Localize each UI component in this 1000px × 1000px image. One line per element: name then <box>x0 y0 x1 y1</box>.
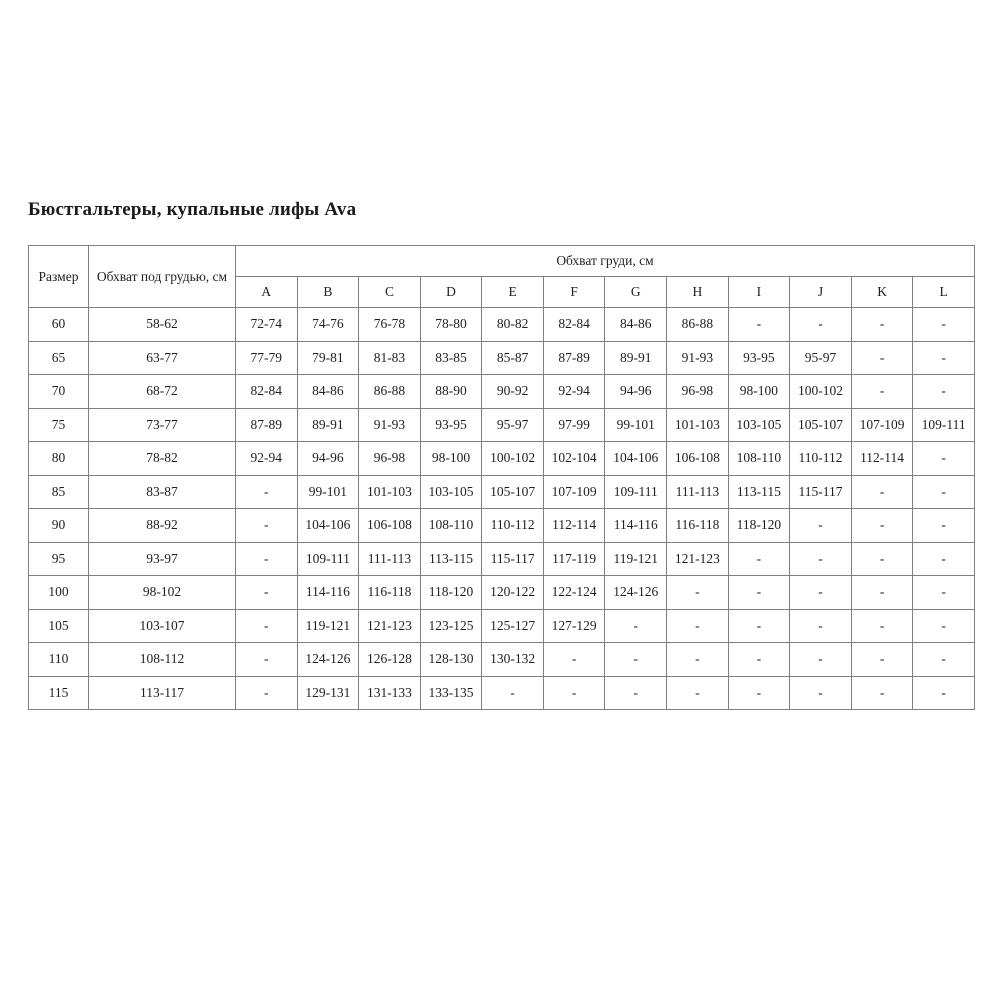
underbust-cell: 98-102 <box>89 576 236 610</box>
bust-range-cell: - <box>790 643 852 677</box>
page-title: Бюстгальтеры, купальные лифы Ava <box>28 199 357 220</box>
bust-range-cell: 126-128 <box>359 643 421 677</box>
bust-range-cell: - <box>851 308 913 342</box>
bust-range-cell: - <box>913 676 975 710</box>
size-cell: 105 <box>29 609 89 643</box>
bust-range-cell: 130-132 <box>482 643 544 677</box>
bust-range-cell: - <box>728 542 790 576</box>
column-header-cup-K: K <box>851 277 913 308</box>
bust-range-cell: - <box>851 576 913 610</box>
bust-range-cell: - <box>790 676 852 710</box>
bust-range-cell: - <box>236 643 298 677</box>
bust-range-cell: 121-123 <box>359 609 421 643</box>
size-cell: 115 <box>29 676 89 710</box>
bust-range-cell: 123-125 <box>420 609 482 643</box>
bust-range-cell: 101-103 <box>667 408 729 442</box>
bust-range-cell: 122-124 <box>543 576 605 610</box>
bust-range-cell: - <box>913 475 975 509</box>
bust-range-cell: 103-105 <box>420 475 482 509</box>
bust-range-cell: 89-91 <box>605 341 667 375</box>
underbust-cell: 103-107 <box>89 609 236 643</box>
bust-range-cell: 79-81 <box>297 341 359 375</box>
bust-range-cell: 84-86 <box>605 308 667 342</box>
bust-range-cell: - <box>913 341 975 375</box>
table-row-size-105 <box>29 609 975 643</box>
bust-range-cell: 77-79 <box>236 341 298 375</box>
bust-range-cell: 101-103 <box>359 475 421 509</box>
bust-range-cell: 110-112 <box>790 442 852 476</box>
bust-range-cell: 83-85 <box>420 341 482 375</box>
table-row-size-60 <box>29 308 975 342</box>
bust-range-cell: 89-91 <box>297 408 359 442</box>
bust-range-cell: 97-99 <box>543 408 605 442</box>
bust-range-cell: - <box>913 442 975 476</box>
bust-range-cell: 87-89 <box>543 341 605 375</box>
table-row-size-75 <box>29 408 975 442</box>
bust-range-cell: - <box>913 576 975 610</box>
underbust-cell: 58-62 <box>89 308 236 342</box>
bust-range-cell: - <box>605 676 667 710</box>
bust-range-cell: 99-101 <box>605 408 667 442</box>
table-row-size-95 <box>29 542 975 576</box>
bust-range-cell: 76-78 <box>359 308 421 342</box>
bust-range-cell: - <box>236 475 298 509</box>
bust-range-cell: 104-106 <box>605 442 667 476</box>
bust-range-cell: 105-107 <box>482 475 544 509</box>
size-cell: 60 <box>29 308 89 342</box>
underbust-cell: 73-77 <box>89 408 236 442</box>
bust-range-cell: - <box>913 542 975 576</box>
size-cell: 65 <box>29 341 89 375</box>
bust-range-cell: 92-94 <box>236 442 298 476</box>
bust-range-cell: 114-116 <box>605 509 667 543</box>
bust-range-cell: 86-88 <box>667 308 729 342</box>
bust-range-cell: - <box>851 676 913 710</box>
bust-range-cell: 115-117 <box>482 542 544 576</box>
bust-range-cell: - <box>851 542 913 576</box>
bust-range-cell: 125-127 <box>482 609 544 643</box>
bust-range-cell: 88-90 <box>420 375 482 409</box>
column-header-cup-I: I <box>728 277 790 308</box>
bust-range-cell: - <box>851 609 913 643</box>
bust-range-cell: 104-106 <box>297 509 359 543</box>
bust-range-cell: 109-111 <box>913 408 975 442</box>
bust-range-cell: - <box>236 676 298 710</box>
bust-range-cell: 114-116 <box>297 576 359 610</box>
underbust-cell: 78-82 <box>89 442 236 476</box>
bust-range-cell: - <box>851 341 913 375</box>
size-cell: 70 <box>29 375 89 409</box>
size-table <box>28 245 975 710</box>
size-table-body <box>29 308 975 710</box>
bust-range-cell: - <box>851 643 913 677</box>
column-header-cup-J: J <box>790 277 852 308</box>
bust-range-cell: 116-118 <box>667 509 729 543</box>
size-cell: 85 <box>29 475 89 509</box>
bust-range-cell: 106-108 <box>667 442 729 476</box>
column-header-underbust: Обхват под грудью, см <box>89 246 236 308</box>
bust-range-cell: 100-102 <box>790 375 852 409</box>
size-cell: 80 <box>29 442 89 476</box>
bust-range-cell: 87-89 <box>236 408 298 442</box>
bust-range-cell: - <box>728 576 790 610</box>
bust-range-cell: - <box>728 643 790 677</box>
table-row-size-65 <box>29 341 975 375</box>
bust-range-cell: 85-87 <box>482 341 544 375</box>
bust-range-cell: 109-111 <box>605 475 667 509</box>
bust-range-cell: 95-97 <box>790 341 852 375</box>
bust-range-cell: 127-129 <box>543 609 605 643</box>
bust-range-cell: 74-76 <box>297 308 359 342</box>
bust-range-cell: - <box>236 509 298 543</box>
bust-range-cell: - <box>728 609 790 643</box>
bust-range-cell: 120-122 <box>482 576 544 610</box>
bust-range-cell: 96-98 <box>667 375 729 409</box>
bust-range-cell: 119-121 <box>605 542 667 576</box>
bust-range-cell: 98-100 <box>728 375 790 409</box>
bust-range-cell: 118-120 <box>420 576 482 610</box>
column-header-cup-D: D <box>420 277 482 308</box>
bust-range-cell: - <box>913 375 975 409</box>
bust-range-cell: 121-123 <box>667 542 729 576</box>
bust-range-cell: 129-131 <box>297 676 359 710</box>
bust-range-cell: 82-84 <box>236 375 298 409</box>
bust-range-cell: 90-92 <box>482 375 544 409</box>
bust-range-cell: 108-110 <box>420 509 482 543</box>
bust-range-cell: 115-117 <box>790 475 852 509</box>
bust-range-cell: 117-119 <box>543 542 605 576</box>
table-row-size-85 <box>29 475 975 509</box>
column-header-cup-A: A <box>236 277 298 308</box>
bust-range-cell: - <box>482 676 544 710</box>
bust-range-cell: - <box>236 576 298 610</box>
table-row-size-110 <box>29 643 975 677</box>
bust-range-cell: 111-113 <box>667 475 729 509</box>
bust-range-cell: 113-115 <box>728 475 790 509</box>
bust-range-cell: - <box>913 643 975 677</box>
bust-range-cell: - <box>851 375 913 409</box>
bust-range-cell: 98-100 <box>420 442 482 476</box>
bust-range-cell: 103-105 <box>728 408 790 442</box>
bust-range-cell: 107-109 <box>851 408 913 442</box>
bust-range-cell: - <box>605 609 667 643</box>
bust-range-cell: 99-101 <box>297 475 359 509</box>
underbust-cell: 83-87 <box>89 475 236 509</box>
bust-range-cell: - <box>790 609 852 643</box>
underbust-cell: 113-117 <box>89 676 236 710</box>
size-cell: 75 <box>29 408 89 442</box>
bust-range-cell: - <box>236 609 298 643</box>
size-cell: 110 <box>29 643 89 677</box>
table-row-size-80 <box>29 442 975 476</box>
underbust-cell: 68-72 <box>89 375 236 409</box>
size-table-header <box>29 246 975 308</box>
bust-range-cell: 112-114 <box>543 509 605 543</box>
bust-range-cell: 108-110 <box>728 442 790 476</box>
bust-range-cell: - <box>790 509 852 543</box>
bust-range-cell: - <box>913 308 975 342</box>
bust-range-cell: 72-74 <box>236 308 298 342</box>
bust-range-cell: - <box>543 676 605 710</box>
bust-range-cell: - <box>236 542 298 576</box>
bust-range-cell: 106-108 <box>359 509 421 543</box>
underbust-cell: 63-77 <box>89 341 236 375</box>
table-row-size-115 <box>29 676 975 710</box>
column-header-cup-L: L <box>913 277 975 308</box>
column-header-cup-C: C <box>359 277 421 308</box>
bust-range-cell: 111-113 <box>359 542 421 576</box>
table-row-size-70 <box>29 375 975 409</box>
bust-range-cell: 94-96 <box>297 442 359 476</box>
bust-range-cell: 93-95 <box>420 408 482 442</box>
column-header-size: Размер <box>29 246 89 308</box>
bust-range-cell: 91-93 <box>667 341 729 375</box>
bust-range-cell: 109-111 <box>297 542 359 576</box>
bust-range-cell: 119-121 <box>297 609 359 643</box>
size-cell: 100 <box>29 576 89 610</box>
table-row-size-90 <box>29 509 975 543</box>
bust-range-cell: 78-80 <box>420 308 482 342</box>
bust-range-cell: - <box>790 576 852 610</box>
column-header-cup-H: H <box>667 277 729 308</box>
bust-range-cell: - <box>728 676 790 710</box>
bust-range-cell: - <box>851 509 913 543</box>
underbust-cell: 108-112 <box>89 643 236 677</box>
bust-range-cell: 95-97 <box>482 408 544 442</box>
bust-range-cell: 105-107 <box>790 408 852 442</box>
bust-range-cell: 92-94 <box>543 375 605 409</box>
bust-range-cell: 81-83 <box>359 341 421 375</box>
bust-range-cell: 84-86 <box>297 375 359 409</box>
bust-range-cell: - <box>605 643 667 677</box>
header-row-groups <box>29 246 975 277</box>
bust-range-cell: 86-88 <box>359 375 421 409</box>
bust-range-cell: 93-95 <box>728 341 790 375</box>
bust-range-cell: - <box>543 643 605 677</box>
bust-range-cell: - <box>790 308 852 342</box>
size-cell: 95 <box>29 542 89 576</box>
size-cell: 90 <box>29 509 89 543</box>
column-header-cup-B: B <box>297 277 359 308</box>
bust-range-cell: - <box>667 676 729 710</box>
bust-range-cell: 107-109 <box>543 475 605 509</box>
bust-range-cell: 112-114 <box>851 442 913 476</box>
bust-range-cell: 94-96 <box>605 375 667 409</box>
bust-range-cell: - <box>790 542 852 576</box>
bust-range-cell: 116-118 <box>359 576 421 610</box>
bust-range-cell: - <box>667 609 729 643</box>
bust-range-cell: 128-130 <box>420 643 482 677</box>
underbust-cell: 93-97 <box>89 542 236 576</box>
bust-range-cell: 96-98 <box>359 442 421 476</box>
column-header-cup-E: E <box>482 277 544 308</box>
bust-range-cell: - <box>728 308 790 342</box>
bust-range-cell: 91-93 <box>359 408 421 442</box>
bust-range-cell: 131-133 <box>359 676 421 710</box>
table-row-size-100 <box>29 576 975 610</box>
bust-range-cell: 110-112 <box>482 509 544 543</box>
bust-range-cell: 124-126 <box>605 576 667 610</box>
bust-range-cell: 113-115 <box>420 542 482 576</box>
bust-range-cell: 80-82 <box>482 308 544 342</box>
bust-range-cell: 118-120 <box>728 509 790 543</box>
bust-range-cell: - <box>913 609 975 643</box>
column-header-cup-F: F <box>543 277 605 308</box>
column-header-cup-G: G <box>605 277 667 308</box>
column-group-header-bust: Обхват груди, см <box>236 246 975 277</box>
bust-range-cell: - <box>913 509 975 543</box>
bust-range-cell: 133-135 <box>420 676 482 710</box>
bust-range-cell: 124-126 <box>297 643 359 677</box>
bust-range-cell: 102-104 <box>543 442 605 476</box>
bust-range-cell: - <box>667 576 729 610</box>
bust-range-cell: - <box>851 475 913 509</box>
bust-range-cell: 82-84 <box>543 308 605 342</box>
bust-range-cell: - <box>667 643 729 677</box>
bust-range-cell: 100-102 <box>482 442 544 476</box>
underbust-cell: 88-92 <box>89 509 236 543</box>
